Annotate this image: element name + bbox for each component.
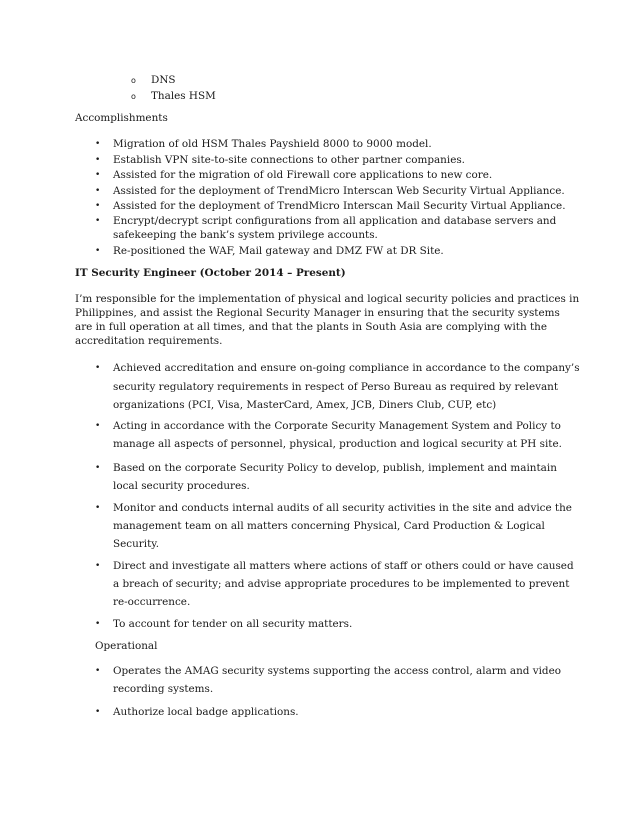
duty-item-continued: management team on all matters concerning Physical, Card Production & Logical	[113, 520, 545, 532]
sub-list-item: DNS	[151, 74, 176, 86]
circle-bullet-icon: o	[131, 92, 136, 101]
accomplishment-item: Encrypt/decrypt script configurations from all application and database servers and	[113, 215, 557, 227]
duty-item: Achieved accreditation and ensure on-going compliance in accordance to the company’s	[113, 362, 580, 374]
bullet-icon: •	[95, 170, 101, 180]
bullet-icon: •	[95, 503, 101, 513]
accomplishment-item: Assisted for the migration of old Firewall core applications to new core.	[113, 169, 493, 181]
bullet-icon: •	[95, 246, 101, 256]
accomplishment-item: Assisted for the deployment of TrendMicro Interscan Web Security Virtual Appliance.	[113, 185, 565, 197]
accomplishment-item: Re-positioned the WAF, Mail gateway and DMZ FW at DR Site.	[113, 245, 444, 257]
bullet-icon: •	[95, 463, 101, 473]
duty-item-continued: a breach of security; and advise appropriate procedures to be implemented to prevent	[113, 578, 570, 590]
job-intro-line: I’m responsible for the implementation of physical and logical security policies and practices in	[75, 293, 580, 305]
duty-item: Acting in accordance with the Corporate Security Management System and Policy to	[113, 420, 561, 432]
duty-item-continued: manage all aspects of personnel, physical, production and logical security at PH site.	[113, 438, 562, 450]
duty-item-continued: security regulatory requirements in respect of Perso Bureau as required by relevant	[113, 381, 559, 393]
bullet-icon: •	[95, 561, 101, 571]
bullet-icon: •	[95, 155, 101, 165]
bullet-icon: •	[95, 619, 101, 629]
duty-item-continued: Security.	[113, 538, 160, 550]
duty-item-continued: organizations (PCI, Visa, MasterCard, Amex, JCB, Diners Club, CUP, etc)	[113, 399, 497, 411]
bullet-icon: •	[95, 707, 101, 717]
duty-item: Based on the corporate Security Policy to develop, publish, implement and maintain	[113, 462, 557, 474]
sub-list-item: Thales HSM	[151, 90, 216, 102]
duty-item-continued: re-occurrence.	[113, 596, 191, 608]
operational-item: Authorize local badge applications.	[113, 706, 299, 718]
job-intro-line: are in full operation at all times, and that the plants in South Asia are complying with the	[75, 321, 547, 333]
duty-item: Monitor and conducts internal audits of all security activities in the site and advice the	[113, 502, 572, 514]
job-title: IT Security Engineer (October 2014 – Present)	[75, 267, 346, 279]
operational-heading: Operational	[95, 640, 158, 652]
duty-item-continued: local security procedures.	[113, 480, 250, 492]
accomplishments-heading: Accomplishments	[75, 112, 168, 124]
bullet-icon: •	[95, 186, 101, 196]
bullet-icon: •	[95, 363, 101, 373]
accomplishment-item: Establish VPN site-to-site connections to other partner companies.	[113, 154, 465, 166]
operational-item: Operates the AMAG security systems supporting the access control, alarm and video	[113, 665, 561, 677]
bullet-icon: •	[95, 421, 101, 431]
job-intro-line: accreditation requirements.	[75, 335, 223, 347]
bullet-icon: •	[95, 666, 101, 676]
accomplishment-item: Migration of old HSM Thales Payshield 8000 to 9000 model.	[113, 138, 432, 150]
duty-item: To account for tender on all security matters.	[113, 618, 353, 630]
bullet-icon: •	[95, 139, 101, 149]
duty-item: Direct and investigate all matters where actions of staff or others could or have caused	[113, 560, 574, 572]
job-intro-line: Philippines, and assist the Regional Security Manager in ensuring that the security systems	[75, 307, 560, 319]
operational-item-continued: recording systems.	[113, 683, 214, 695]
accomplishment-item-continued: safekeeping the bank’s system privilege accounts.	[113, 229, 378, 241]
circle-bullet-icon: o	[131, 76, 136, 85]
bullet-icon: •	[95, 201, 101, 211]
bullet-icon: •	[95, 216, 101, 226]
accomplishment-item: Assisted for the deployment of TrendMicro Interscan Mail Security Virtual Appliance.	[113, 200, 566, 212]
